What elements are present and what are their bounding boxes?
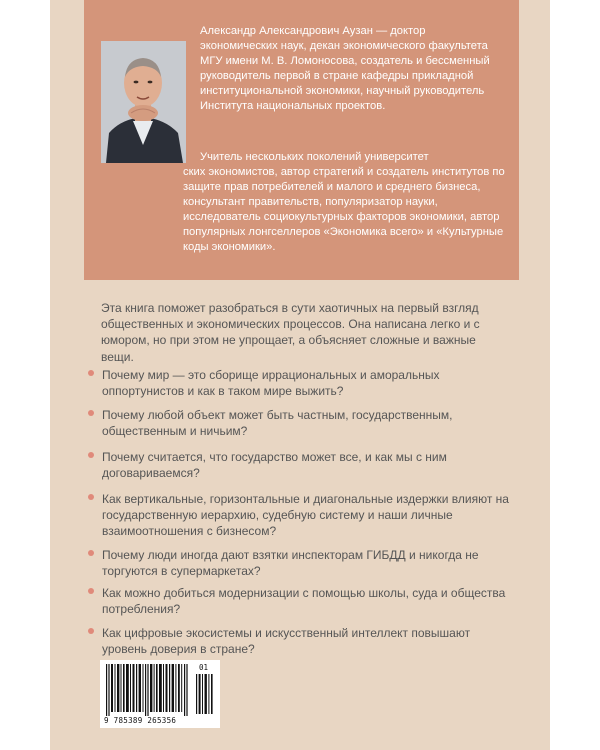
author-photo	[101, 41, 186, 163]
author-bio-paragraph-2-first-line: Учитель нескольких поколений университет	[200, 151, 429, 163]
bullet-icon	[88, 410, 94, 416]
question-text: Почему мир — это сборище иррациональных и аморальных оппортунистов и как в таком мире выжить?	[102, 368, 440, 399]
bullet-icon	[88, 628, 94, 634]
question-text: Почему люди иногда дают взятки инспекторам ГИБДД и никогда не торгуются в супермаркетах?	[102, 548, 479, 579]
question-text: Почему считается, что государство может все, и как мы с ним договариваемся?	[102, 450, 447, 481]
bullet-icon	[88, 588, 94, 594]
question-text: Как можно добиться модернизации с помощью школы, суда и общества потребления?	[102, 586, 506, 617]
bullet-icon	[88, 550, 94, 556]
question-text: Как цифровые экосистемы и искусственный интеллект повышают уровень доверия в стране?	[102, 626, 471, 657]
barcode-addon-digits: 01	[199, 663, 209, 672]
bullet-icon	[88, 370, 94, 376]
author-bio-paragraph-2: ских экономистов, автор стратегий и создатель институтов по защите прав потребителей и малого и среднего бизнеса, консультант правительств, популяризатор науки, исследователь социокультурных факторов экономики, автор популярных лонгселлеров «Экономика всего» и «Культурные коды экономики».	[183, 166, 505, 253]
isbn-barcode	[100, 660, 220, 728]
book-description: Эта книга поможет разобраться в сути хаотичных на первый взгляд общественных и экономических процессов. Она написана легко и с юмором, но при этом не упрощает, а объясняет сложные и важные вещи.	[101, 301, 480, 364]
question-text: Как вертикальные, горизонтальные и диагональные издержки влияют на государственную иерархию, судебную систему и наши личные взаимоотношения с бизнесом?	[102, 492, 509, 539]
bullet-icon	[88, 452, 94, 458]
bullet-icon	[88, 494, 94, 500]
author-portrait-image	[101, 41, 186, 163]
book-back-cover	[50, 0, 550, 750]
author-bio-box	[84, 0, 519, 280]
question-text: Почему любой объект может быть частным, государственным, общественным и ничьим?	[102, 408, 453, 439]
author-bio-paragraph-1: Александр Александрович Аузан — доктор экономических наук, декан экономического факультета МГУ имени М. В. Ломоносова, создатель и бессменный руководитель первой в стране кафедры прикладной институциональной экономики, научный руководитель Института национальных проектов.	[200, 25, 490, 112]
isbn-digits: 9 785389 265356	[104, 716, 177, 725]
